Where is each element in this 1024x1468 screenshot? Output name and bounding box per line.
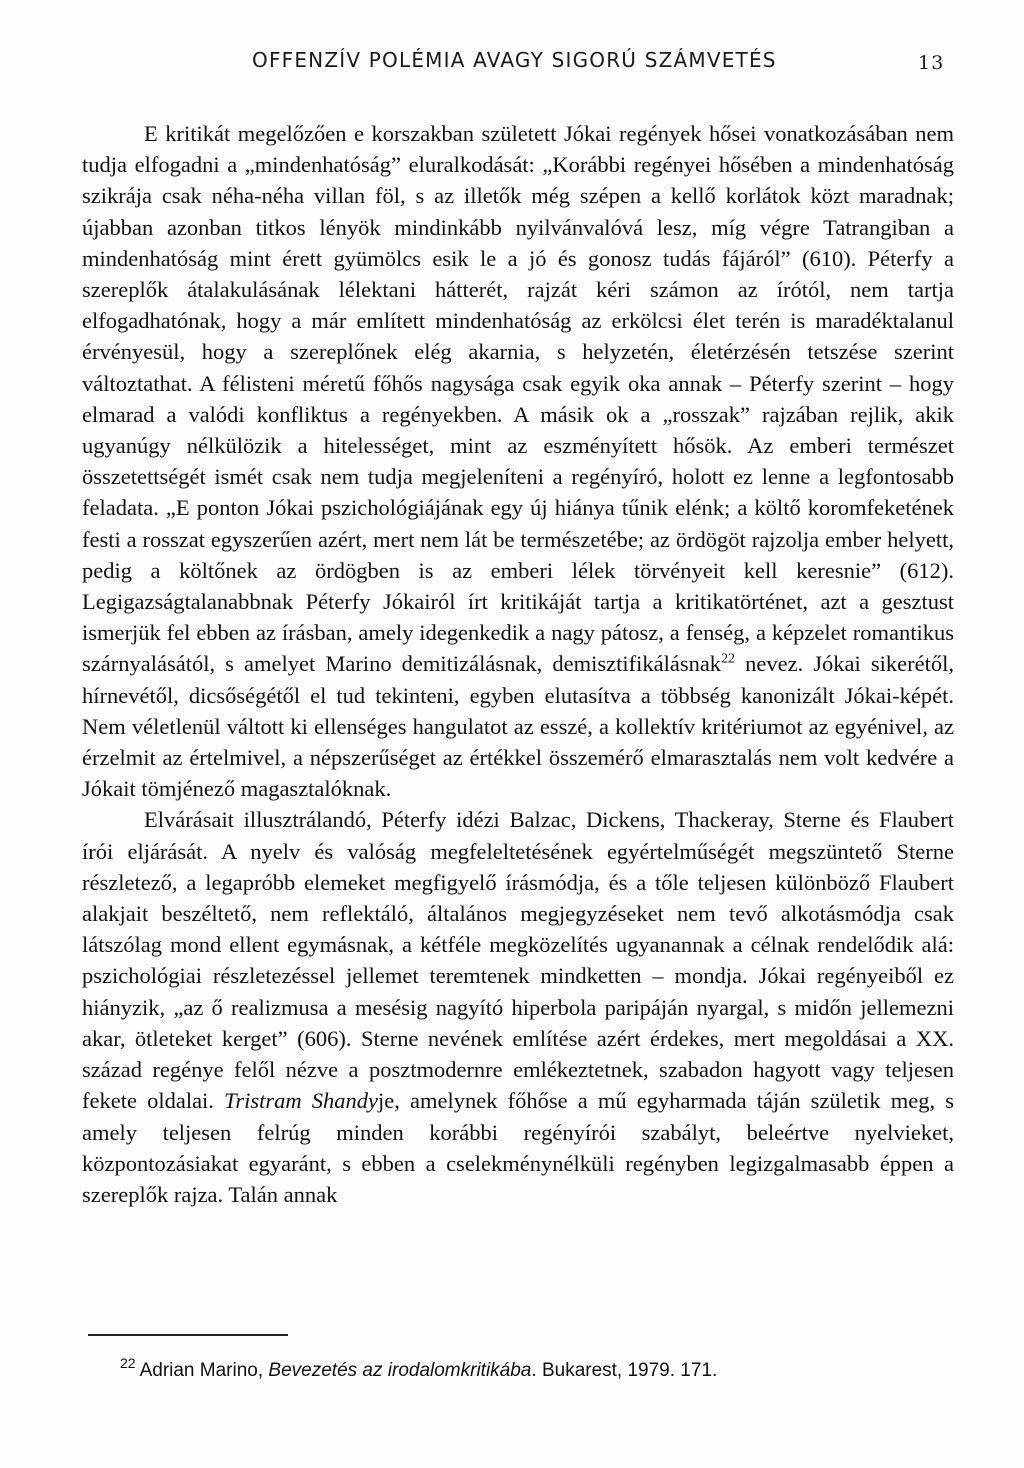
running-header bbox=[0, 48, 1024, 78]
paragraph bbox=[82, 804, 954, 1210]
footnote bbox=[120, 1350, 960, 1384]
book-title: Tristram Shandy bbox=[224, 1088, 378, 1114]
body-text bbox=[82, 118, 954, 1210]
footnote-publication: . Bukarest, 1979. 171. bbox=[531, 1360, 718, 1381]
footnote-divider bbox=[88, 1334, 288, 1336]
page-number: 13 bbox=[918, 52, 945, 74]
footnote-reference: 22 bbox=[721, 651, 735, 667]
footnote-title: Bevezetés az irodalomkritikába bbox=[268, 1360, 532, 1381]
footnote-marker: 22 bbox=[120, 1355, 136, 1371]
paragraph-text: nevez. Jókai sikerétől, hírnevétől, dicsőségétől el tud tekinteni, egyben elutasítva a többség kanonizált Jókai-képét. Nem véletlenül váltott ki ellenséges hangulatot az esszé, a kollektív kritériumot az egyénivel, az érzelmit az értelmivel, a népszerűséget az értékkel összemérő elmarasztalás nem volt kedvére a Jókait tömjénező magasztalóknak. bbox=[82, 651, 954, 802]
footnote-author: Adrian Marino, bbox=[139, 1360, 269, 1381]
running-title: OFFENZÍV POLÉMIA AVAGY SIGORÚ SZÁMVETÉS bbox=[252, 48, 777, 72]
paragraph-text: E kritikát megelőzően e korszakban született Jókai regények hősei vonatkozásában nem tudja elfogadni a „mindenhatóság” eluralkodását: „Korábbi regényei hősében a mindenhatóság szikrája csak néha-néha villan föl, s az illetők még szépen a kellő korlátok közt maradnak; újabban azonban titkos lényök mindinkább nyilvánvalóvá lesz, míg végre Tatrangiban a mindenhatóság mint érett gyümölcs esik le a jó és gonosz tudás fájáról” (610). Péterfy a szereplők átalakulásának lélektani hátterét, rajzát kéri számon az írótól, nem tartja elfogadhatónak, hogy a már említett mindenhatóság az erkölcsi élet terén is maradéktalanul érvényesül, hogy a szereplőnek elég akarnia, s helyzetén, életérzésén tetszése szerint változtathat. A félisteni méretű főhős nagysága csak egyik oka annak – Péterfy szerint – hogy elmarad a valódi konfliktus a regényekben. A másik ok a „rosszak” rajzában rejlik, akik ugyanúgy nélkülözik a hitelességet, mint az eszményített hősök. Az emberi természet összetettségét ismét csak nem tudja megjeleníteni a regényíró, holott ez lenne a legfontosabb feladata. „E ponton Jókai pszichológiájának egy új hiánya tűnik elénk; a költő koromfeketének festi a rosszat egyszerűen azért, mert nem lát be természetébe; az ördögöt rajzolja ember helyett, pedig a költőnek az ördögben is az emberi lélek törvényeit kell keresnie” (612). Legigazságtalanabbnak Péterfy Jókairól írt kritikáját tartja a kritikatörténet, azt a gesztust ismerjük fel ebben az írásban, amely idegenkedik a nagy pátosz, a fenség, a képzelet romantikus szárnyalásától, s amelyet Marino demitizálásnak, demisztifikálásnak bbox=[82, 121, 954, 677]
paragraph-text: je, amelynek főhőse a mű egyharmada táján születik meg, s amely teljesen felrúg minden korábbi regényírói szabályt, beleértve nyelvieket, központozásiakat egyaránt, s ebben a cselekménynélküli regényben legizgalmasabb éppen a szereplők rajza. Talán annak bbox=[82, 1088, 954, 1207]
paragraph bbox=[82, 118, 954, 804]
paragraph-text: Elvárásait illusztrálandó, Péterfy idézi Balzac, Dickens, Thackeray, Sterne és Flaubert írói eljárását. A nyelv és valóság megfeleltetésének egyértelműségét megszüntető Sterne részletező, a legapróbb elemeket megfigyelő írásmódja, és a tőle teljesen különböző Flaubert alakjait beszéltető, nem reflektáló, általános megjegyzéseket nem tevő alkotásmódja csak látszólag mond ellent egymásnak, a kétféle megközelítés ugyanannak a célnak rendelődik alá: pszichológiai részletezéssel jellemet teremtenek mindketten – mondja. Jókai regényeiből ez hiányzik, „az ő realizmusa a mesésig nagyító hiperbola paripáján nyargal, s midőn jellemezni akar, ötleteket kerget” (606). Sterne nevének említése azért érdekes, mert megoldásai a XX. század regénye felől nézve a posztmodernre emlékeztetnek, szabadon hagyott vagy teljesen fekete oldalai. bbox=[82, 807, 954, 1114]
